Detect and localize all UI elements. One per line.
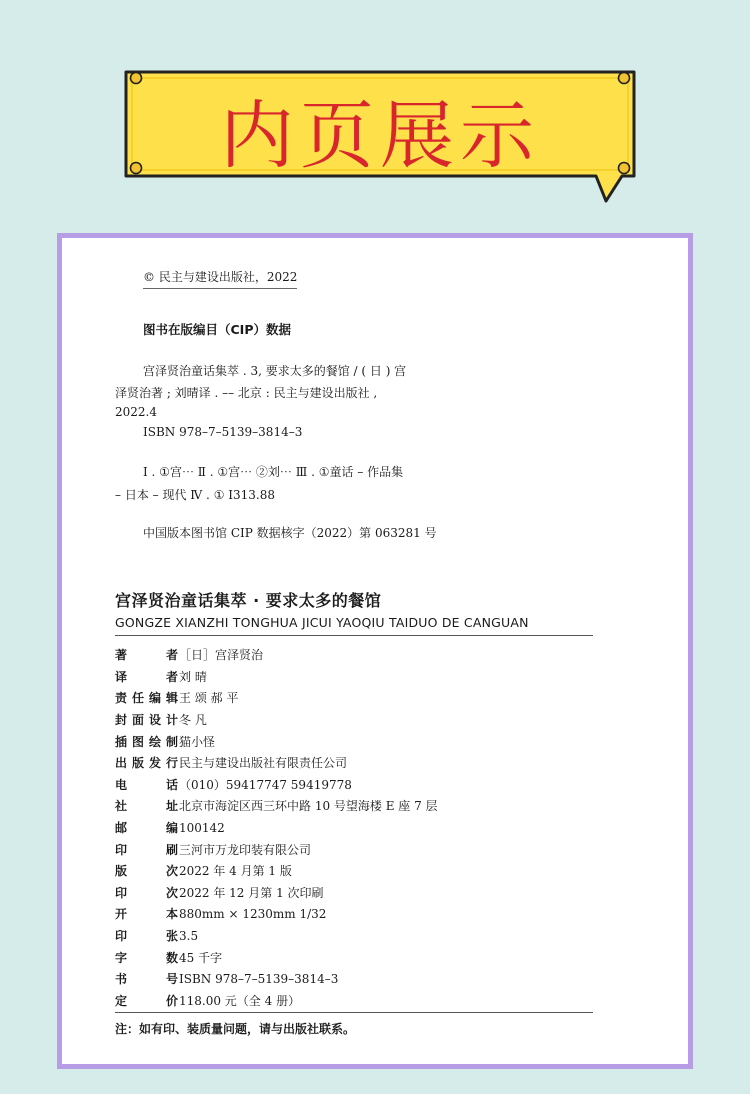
detail-label: 定价 (115, 993, 178, 1008)
cip-line: Ⅰ . ①宫⋯ Ⅱ . ①宫⋯ ②刘⋯ Ⅲ . ①童话 – 作品集 (143, 465, 404, 479)
book-title-en: GONGZE XIANZHI TONGHUA JICUI YAOQIU TAIDUO DE CANGUAN (115, 615, 529, 630)
detail-label: 社址 (115, 799, 178, 814)
detail-label: 印次 (115, 885, 178, 900)
detail-row (115, 666, 593, 688)
detail-label: 封面设计 (115, 713, 178, 728)
detail-row (115, 838, 593, 860)
detail-value: （010）59417747 59419778 (179, 777, 352, 792)
banner-title: 内页展示 (220, 93, 540, 179)
detail-row (115, 730, 593, 752)
detail-row (115, 860, 593, 882)
detail-value: 2022 年 4 月第 1 版 (179, 864, 292, 879)
detail-row (115, 903, 593, 925)
detail-label: 开本 (115, 907, 178, 922)
detail-value: 民主与建设出版社有限责任公司 (179, 756, 348, 771)
detail-value: 3.5 (179, 928, 199, 943)
detail-label: 著者 (115, 648, 178, 663)
detail-value: 王 颂 郝 平 (179, 691, 239, 706)
cip-line: ISBN 978–7–5139–3814–3 (143, 425, 303, 439)
cip-line: 中国版本图书馆 CIP 数据核字（2022）第 063281 号 (143, 526, 437, 540)
detail-row (115, 968, 593, 990)
detail-value: 880mm × 1230mm 1/32 (179, 906, 327, 921)
detail-value: 100142 (179, 820, 225, 835)
detail-label: 电话 (115, 777, 178, 792)
rivet-icon (131, 73, 142, 84)
detail-value: 刘 晴 (179, 669, 207, 684)
detail-label: 字数 (115, 950, 178, 965)
detail-label: 印刷 (115, 842, 178, 857)
rivet-icon (619, 73, 630, 84)
detail-value: 三河市万龙印装有限公司 (179, 842, 312, 857)
detail-label: 译者 (115, 669, 178, 684)
detail-label: 书号 (115, 972, 178, 987)
detail-row (115, 817, 593, 839)
detail-label: 邮编 (115, 821, 178, 836)
detail-row (115, 774, 593, 796)
book-title-cn: 宫泽贤治童话集萃 · 要求太多的餐馆 (115, 591, 382, 610)
detail-value: 118.00 元（全 4 册） (179, 993, 301, 1008)
detail-label: 出版发行 (115, 756, 178, 771)
divider (115, 1012, 593, 1013)
detail-label: 版次 (115, 864, 178, 879)
detail-label: 印张 (115, 929, 178, 944)
detail-value: 猫小怪 (179, 734, 216, 749)
copyright-line: © 民主与建设出版社，2022 (143, 268, 297, 289)
detail-label: 插图绘制 (115, 734, 178, 749)
cip-line: 宫泽贤治童话集萃 . 3, 要求太多的餐馆 / ( 日 ) 宫 (143, 364, 407, 378)
detail-value: 45 千字 (179, 950, 223, 965)
cip-line: – 日本 – 现代 Ⅳ . ① I313.88 (115, 488, 275, 502)
detail-value: ［日］宫泽贤治 (179, 648, 264, 663)
banner (124, 70, 636, 202)
detail-row (115, 990, 593, 1012)
cip-line: 2022.4 (115, 405, 157, 419)
detail-value: ISBN 978–7–5139–3814–3 (179, 971, 339, 986)
copyright-page (57, 233, 693, 1069)
detail-row (115, 709, 593, 731)
cip-line: 泽贤治著 ; 刘晴译 . –– 北京 : 民主与建设出版社 , (115, 386, 378, 400)
detail-row (115, 644, 593, 666)
detail-row (115, 882, 593, 904)
detail-row (115, 925, 593, 947)
cip-heading: 图书在版编目（CIP）数据 (143, 322, 291, 337)
publication-details (115, 644, 593, 1011)
divider (115, 635, 593, 636)
detail-value: 2022 年 12 月第 1 次印刷 (179, 885, 324, 900)
quality-note: 注：如有印、装质量问题，请与出版社联系。 (115, 1022, 356, 1036)
detail-value: 冬 凡 (179, 713, 207, 728)
detail-value: 北京市海淀区西三环中路 10 号望海楼 E 座 7 层 (179, 799, 438, 814)
detail-row (115, 687, 593, 709)
detail-row (115, 946, 593, 968)
detail-label: 责任编辑 (115, 691, 178, 706)
detail-row (115, 795, 593, 817)
detail-row (115, 752, 593, 774)
